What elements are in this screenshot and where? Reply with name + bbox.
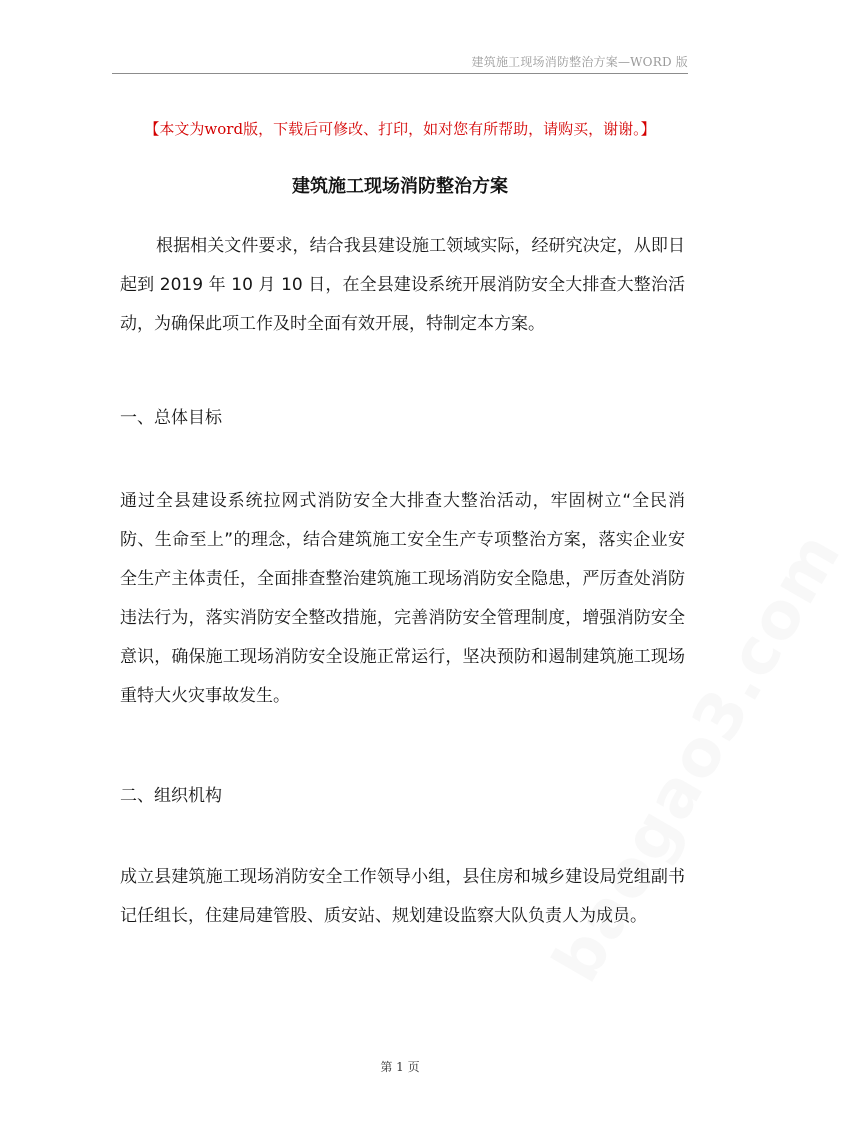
page-number: 第 1 页 xyxy=(380,1060,420,1074)
organization-paragraph: 成立县建筑施工现场消防安全工作领导小组，县住房和城乡建设局党组副书记任组长，住建局建管股、质安站、规划建设监察大队负责人为成员。 xyxy=(120,867,685,926)
page-header xyxy=(112,48,688,74)
watermark-text: baogao3.com xyxy=(539,519,856,995)
section-heading-organization: 二、组织机构 xyxy=(120,786,222,806)
header-rule xyxy=(112,73,688,74)
intro-paragraph: 根据相关文件要求，结合我县建设施工领域实际，经研究决定，从即日起到 2019 年 10 月 10 日，在全县建设系统开展消防安全大排查大整治活动，为确保此项工作及时全面有效开展，特制定本方案。 xyxy=(120,236,685,334)
header-text: 建筑施工现场消防整治方案—WORD 版 xyxy=(471,55,688,69)
download-notice: 【本文为word版，下载后可修改、打印，如对您有所帮助，请购买，谢谢。】 xyxy=(144,120,656,138)
document-title: 建筑施工现场消防整治方案 xyxy=(292,176,508,197)
goals-paragraph: 通过全县建设系统拉网式消防安全大排查大整治活动，牢固树立“全民消防、生命至上”的理念，结合建筑施工安全生产专项整治方案，落实企业安全生产主体责任，全面排查整治建筑施工现场消防安全隐患，严厉查处消防违法行为，落实消防安全整改措施，完善消防安全管理制度，增强消防安全意识，确保施工现场消防安全设施正常运行，坚决预防和遏制建筑施工现场重特大火灾事故发生。 xyxy=(120,491,685,706)
section-heading-goals: 一、总体目标 xyxy=(120,408,222,428)
